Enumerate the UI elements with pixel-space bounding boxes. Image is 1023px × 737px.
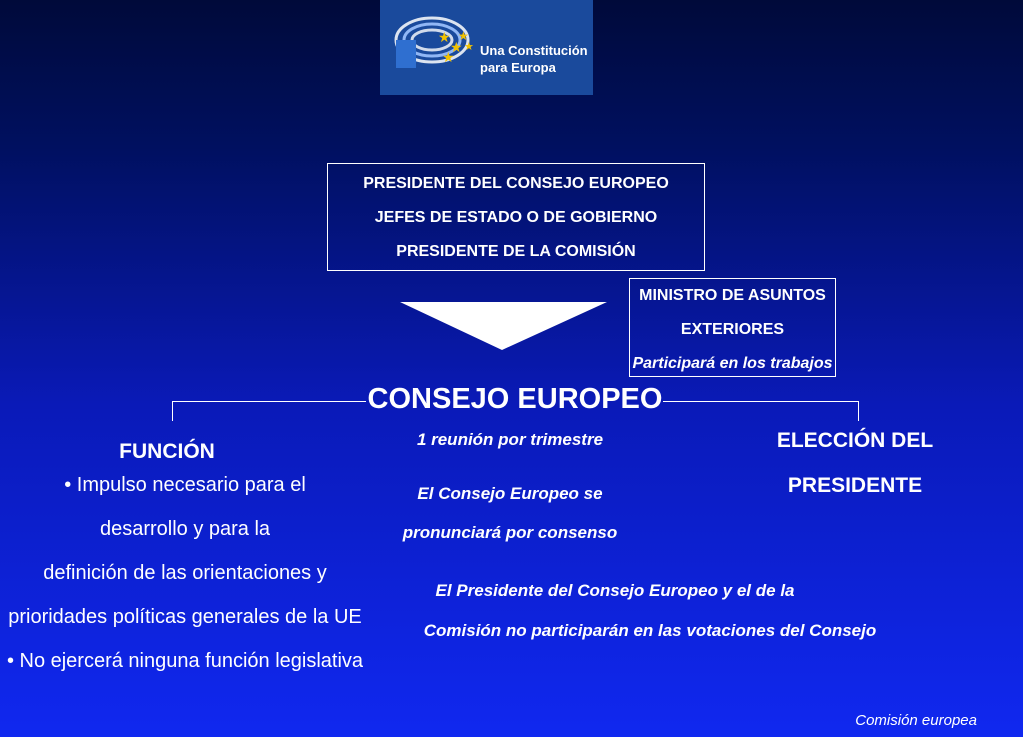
constitution-logo: [380, 0, 593, 95]
funcion-line-3: definición de las orientaciones y: [43, 562, 327, 584]
svg-text:★: ★: [442, 50, 455, 66]
members-line-1: PRESIDENTE DEL CONSEJO EUROPEO: [363, 175, 669, 192]
minister-line-3: Participará en los trabajos: [632, 355, 833, 372]
funcion-line-1: • Impulso necesario para el: [64, 474, 306, 496]
svg-text:★: ★: [438, 30, 451, 46]
voting-note-line-2: Comisión no participarán en las votaciones del Consejo: [423, 621, 877, 640]
svg-text:★: ★: [458, 29, 469, 43]
down-arrow-triangle-icon: [400, 302, 608, 352]
footer-credit: Comisión europea: [855, 712, 977, 729]
funcion-line-2: desarrollo y para la: [99, 518, 271, 540]
consensus-line-1: El Consejo Europeo se: [417, 484, 603, 503]
meeting-frequency: 1 reunión por trimestre: [416, 430, 604, 449]
members-box: [327, 163, 705, 271]
svg-text:★: ★: [450, 40, 463, 56]
right-connector-tick: [858, 401, 859, 421]
left-connector-tick: [172, 401, 173, 421]
members-line-3: PRESIDENTE DE LA COMISIÓN: [396, 243, 636, 260]
funcion-header: FUNCIÓN: [119, 440, 215, 463]
logo-line-1: Una Constitución: [480, 43, 588, 58]
logo-line-2: para Europa: [480, 60, 556, 75]
eu-parliament-logo-icon: [380, 0, 480, 95]
minister-line-1: MINISTRO DE ASUNTOS: [639, 287, 826, 304]
logo-text: [480, 42, 588, 76]
eleccion-line-1: ELECCIÓN DEL: [776, 429, 934, 452]
council-title: CONSEJO EUROPEO: [367, 383, 663, 415]
eleccion-line-2: PRESIDENTE: [787, 474, 923, 497]
consensus-line-2: pronunciará por consenso: [402, 523, 618, 542]
svg-text:★: ★: [464, 40, 474, 53]
funcion-line-4: prioridades políticas generales de la UE: [8, 606, 362, 628]
minister-box: [629, 278, 836, 377]
members-line-2: JEFES DE ESTADO O DE GOBIERNO: [374, 209, 658, 226]
minister-line-2: EXTERIORES: [680, 321, 785, 338]
voting-note-line-1: El Presidente del Consejo Europeo y el de la: [435, 581, 795, 600]
funcion-line-5: • No ejercerá ninguna función legislativa: [6, 650, 364, 672]
